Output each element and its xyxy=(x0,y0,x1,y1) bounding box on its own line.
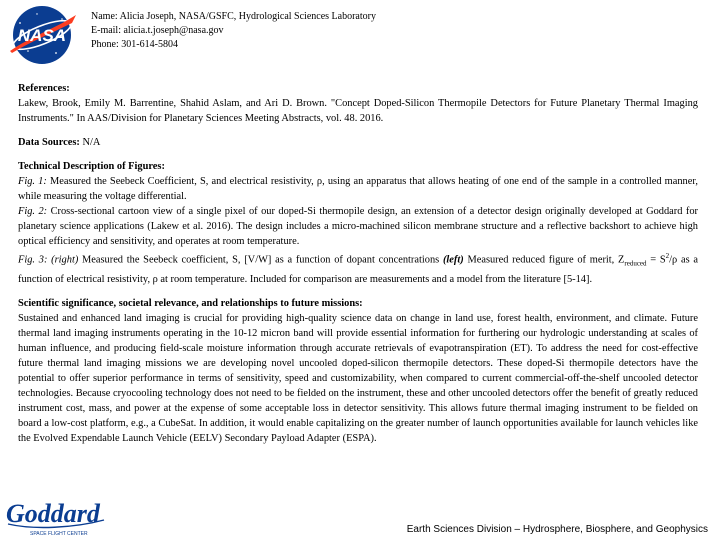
fig1-label: Fig. 1: xyxy=(18,176,47,187)
contact-name: Name: Alicia Joseph, NASA/GSFC, Hydrological Sciences Laboratory xyxy=(91,11,376,22)
main-content xyxy=(18,81,698,446)
technical-title: Technical Description of Figures: xyxy=(18,161,165,172)
references-text: Lakew, Brook, Emily M. Barrentine, Shahid Aslam, and Ari D. Brown. "Concept Doped-Silicon Thermopile Detectors for Future Planetary Thermal Imaging Instruments." In AAS/Division for Planetary Sciences Meeting Abstracts, vol. 48. 2016. xyxy=(18,98,698,124)
contact-phone: Phone: 301-614-5804 xyxy=(91,39,178,50)
contact-header xyxy=(91,10,376,52)
references-title: References: xyxy=(18,83,70,94)
fig3-description: Fig. 3: (right) Measured the Seebeck coefficient, S, [V/W] as a function of dopant concentrations (left) Measured reduced figure of merit, $Z_{reduced} = S^2/\rho$ as a function of electrical resistivity, ρ at room temperature. Included for comparison are measurements and a model from the literature [5-14]. xyxy=(18,252,698,285)
footer-division: Earth Sciences Division – Hydrosphere, Biosphere, and Geophysics xyxy=(406,524,708,535)
fig2-label: Fig. 2: xyxy=(18,206,48,217)
significance-text: Sustained and enhanced land imaging is crucial for providing high-quality science data on change in land use, forest health, environment, and climate. Future thermal land imaging instruments operating in the 10-12 micron band will provide essential information for furthering our hydrologic understanding at scales of human influence, and producing field-scale moisture information through accurate retrievals of evapotranspiration (ET). To address the need for cost-effective future thermal land imaging missions we are developing novel uncooled doped-silicon thermopile detectors. These doped-Si thermopile detectors have the potential to offer superior performance in terms of sensitivity, speed and customizability, when compared to current commercial-off-the-shelf uncooled detector technologies. Because cryocooling technology does not need to be fielded on the instrument, these and other uncooled detectors offer the benefit of greatly reduced instrument cost, mass, and power at the expense of some acceptable loss in detector sensitivity. This allows future thermal imaging instrument to be fielded on board a low-cost platform, e.g., a CubeSat. In addition, it would enable capitalizing on the greater number of launch opportunities available for launch vehicles like the Evolved Expendable Launch Vehicle (EELV) Secondary Payload Adapter (ESPA). xyxy=(18,312,698,444)
svg-text:NASA: NASA xyxy=(17,26,67,45)
data-sources-title: Data Sources: xyxy=(18,137,80,148)
svg-text:SPACE FLIGHT CENTER: SPACE FLIGHT CENTER xyxy=(30,531,88,537)
fig3-label: Fig. 3: (right) xyxy=(18,254,79,266)
data-sources-value: N/A xyxy=(82,137,101,148)
data-sources xyxy=(18,135,698,150)
goddard-logo xyxy=(4,494,108,538)
svg-text:Goddard: Goddard xyxy=(6,499,100,528)
fig1-description: Fig. 1: Measured the Seebeck Coefficient, S, and electrical resistivity, ρ, using an apparatus that allows heating of one end of the sample in a controlled manner, while measuring the voltage differential. xyxy=(18,176,699,202)
contact-email: E-mail: alicia.t.joseph@nasa.gov xyxy=(91,25,224,36)
significance-title: Scientific significance, societal relevance, and relationships to future missions: xyxy=(18,297,363,309)
fig2-description: Fig. 2: Cross-sectional cartoon view of a single pixel of our doped-Si thermopile design, an extension of a detector design originally developed at Goddard for planetary science applications (Lakew et al. 2016). The design includes a micro-machined silicon membrane structure and a reflective backshort to achieve high optical efficiency and sensitivity, and operates at room temperature. xyxy=(18,206,698,247)
nasa-logo xyxy=(4,3,80,67)
fig3-left-label: (left) xyxy=(442,254,464,266)
